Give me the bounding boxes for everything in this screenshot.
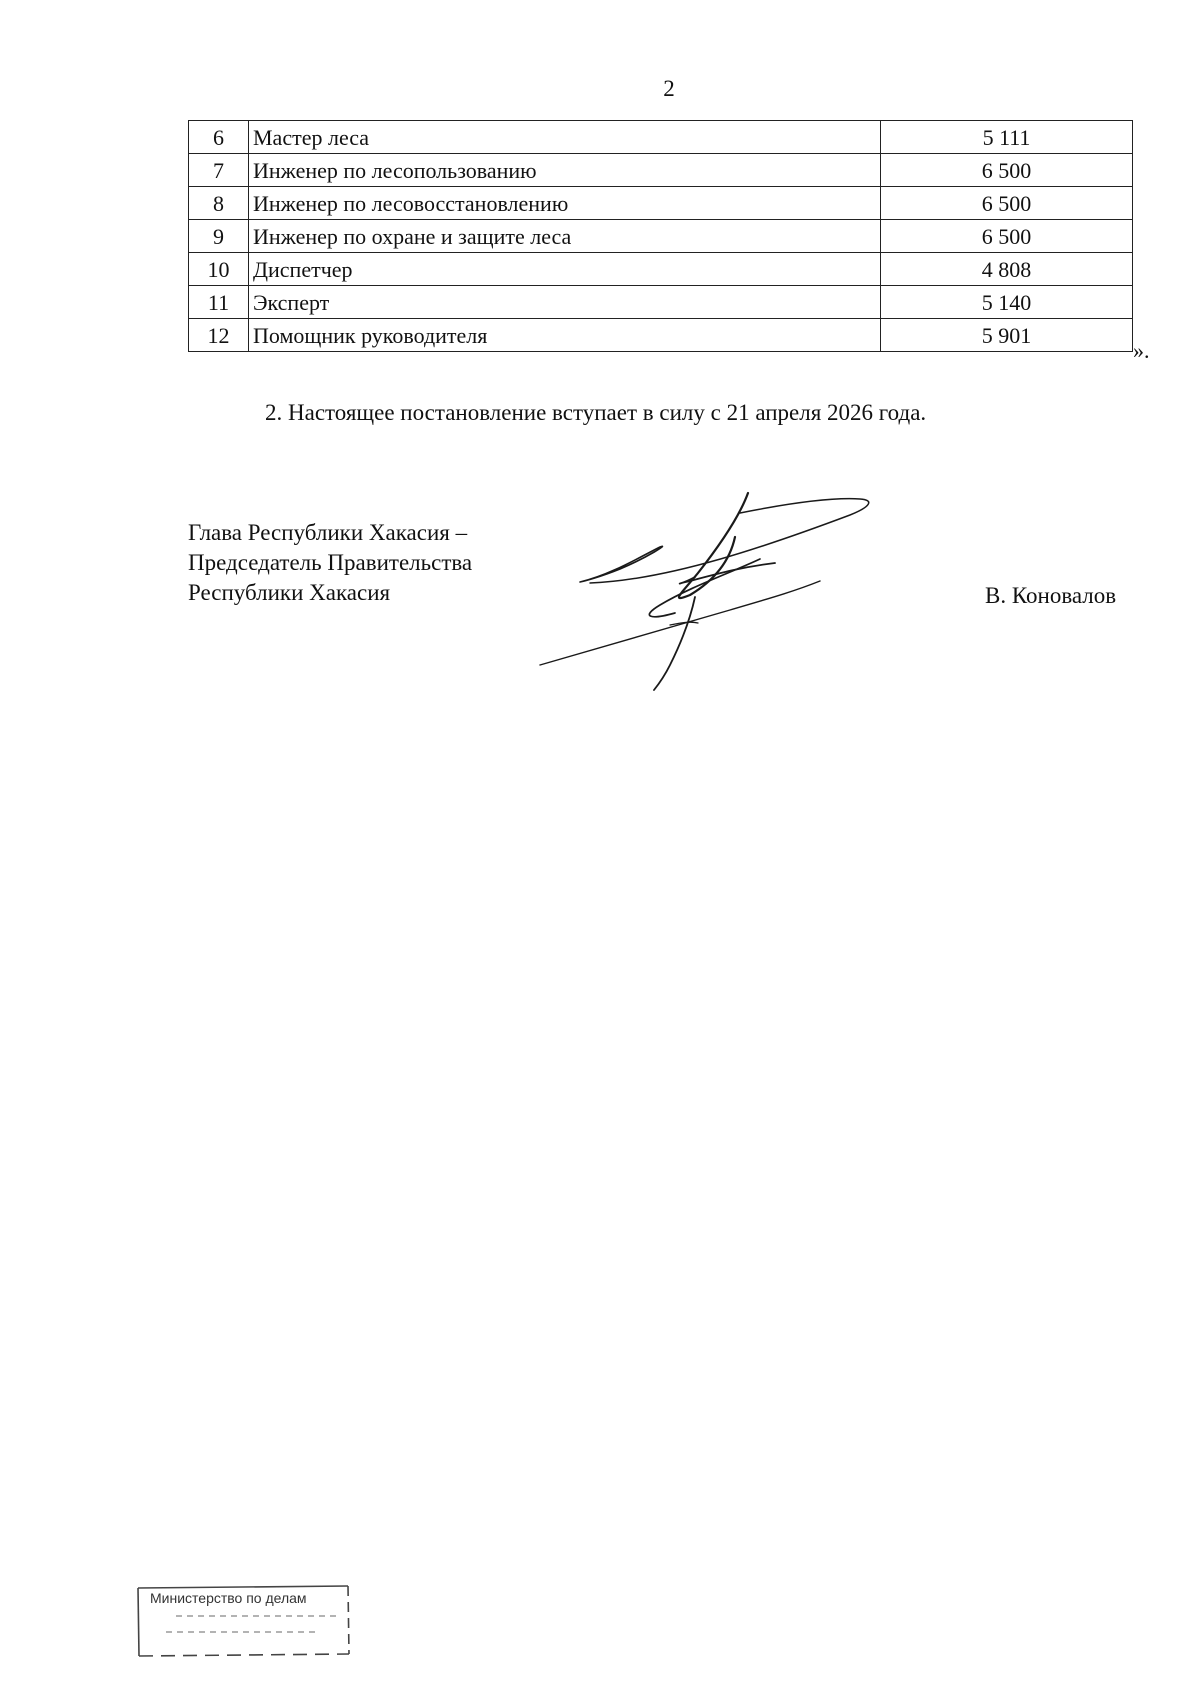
table-row [189,187,1133,220]
row-number: 6 [189,121,249,154]
position-name: Инженер по охране и защите леса [249,220,881,253]
position-name: Помощник руководителя [249,319,881,352]
signer-title [188,518,472,608]
stamp-text: Министерство по делам [150,1590,307,1606]
position-value: 4 808 [881,253,1133,286]
table-row [189,319,1133,352]
position-value: 5 140 [881,286,1133,319]
position-value: 5 901 [881,319,1133,352]
position-value: 6 500 [881,220,1133,253]
position-name: Эксперт [249,286,881,319]
table-row [189,253,1133,286]
page-number: 2 [663,76,675,101]
row-number: 12 [189,319,249,352]
table-row [189,286,1133,319]
positions-table [188,120,1133,352]
positions-table-body [189,121,1133,352]
signer-title-line: Председатель Правительства [188,550,473,575]
row-number: 7 [189,154,249,187]
signer-title-line: Глава Республики Хакасия – [188,520,468,545]
row-number: 9 [189,220,249,253]
position-value: 5 111 [881,121,1133,154]
signer-name: В. Коновалов [985,583,1117,608]
table-row [189,121,1133,154]
closing-quote: ». [1133,338,1150,363]
position-value: 6 500 [881,187,1133,220]
paragraph-effective-date: 2. Настоящее постановление вступает в силу с 21 апреля 2026 года. [265,400,927,425]
row-number: 11 [189,286,249,319]
position-name: Инженер по лесопользованию [249,154,881,187]
handwritten-signature [530,485,930,700]
signer-title-line: Республики Хакасия [188,580,391,605]
table-row [189,154,1133,187]
table-row [189,220,1133,253]
row-number: 10 [189,253,249,286]
position-value: 6 500 [881,154,1133,187]
position-name: Инженер по лесовосстановлению [249,187,881,220]
position-name: Мастер леса [249,121,881,154]
position-name: Диспетчер [249,253,881,286]
row-number: 8 [189,187,249,220]
